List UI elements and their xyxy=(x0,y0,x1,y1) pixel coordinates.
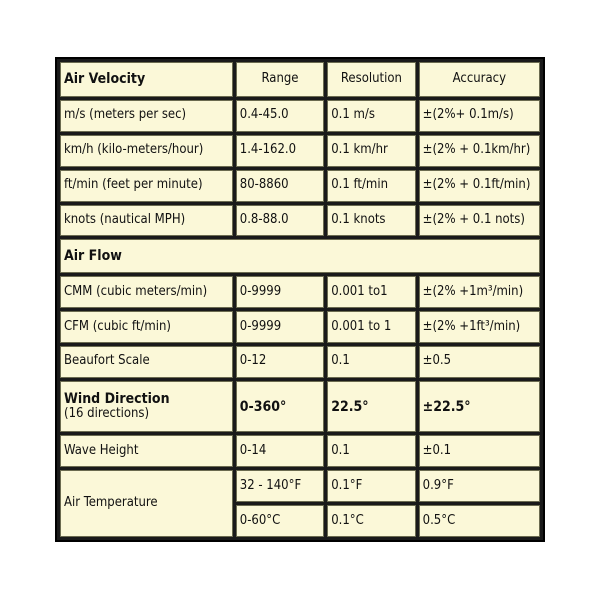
section-row-air-flow xyxy=(60,239,540,273)
table-row xyxy=(60,276,540,308)
accuracy-column-header: Accuracy xyxy=(419,62,540,97)
table-row xyxy=(60,135,540,167)
row-label: m/s (meters per sec) xyxy=(60,100,233,132)
air-velocity-heading: Air Velocity xyxy=(60,62,233,97)
accuracy-cell: 0.5°C xyxy=(419,505,540,537)
range-cell: 0-60°C xyxy=(236,505,324,537)
range-column-header: Range xyxy=(236,62,324,97)
range-cell: 0.8-88.0 xyxy=(236,205,324,237)
range-cell: 0-14 xyxy=(236,435,324,467)
accuracy-cell: ±(2% + 0.1ft/min) xyxy=(419,170,540,202)
accuracy-cell: ±(2% + 0.1 nots) xyxy=(419,205,540,237)
range-cell: 32 - 140°F xyxy=(236,470,324,502)
accuracy-cell: ±(2% +1ft³/min) xyxy=(419,311,540,343)
row-label: CMM (cubic meters/min) xyxy=(60,276,233,308)
table-row xyxy=(60,381,540,432)
wind-direction-sublabel: (16 directions) xyxy=(64,406,150,422)
accuracy-cell: ±22.5° xyxy=(419,381,540,432)
resolution-cell: 0.1 m/s xyxy=(327,100,415,132)
table-row xyxy=(60,435,540,467)
resolution-cell: 0.001 to 1 xyxy=(327,311,415,343)
header-row xyxy=(60,62,540,97)
row-label: knots (nautical MPH) xyxy=(60,205,233,237)
range-cell: 1.4-162.0 xyxy=(236,135,324,167)
accuracy-cell: ±(2% + 0.1km/hr) xyxy=(419,135,540,167)
resolution-cell: 0.1 xyxy=(327,346,415,378)
range-cell: 80-8860 xyxy=(236,170,324,202)
resolution-cell: 0.1 ft/min xyxy=(327,170,415,202)
row-label: Wave Height xyxy=(60,435,233,467)
row-label: Air Temperature xyxy=(60,470,233,537)
row-label: ft/min (feet per minute) xyxy=(60,170,233,202)
resolution-cell: 0.1 km/hr xyxy=(327,135,415,167)
range-cell: 0-360° xyxy=(236,381,324,432)
accuracy-cell: 0.9°F xyxy=(419,470,540,502)
table-row xyxy=(60,470,540,502)
range-cell: 0.4-45.0 xyxy=(236,100,324,132)
resolution-cell: 0.1°C xyxy=(327,505,415,537)
resolution-cell: 0.001 to1 xyxy=(327,276,415,308)
wind-direction-label: Wind Direction xyxy=(64,391,170,408)
row-label: Beaufort Scale xyxy=(60,346,233,378)
table-row xyxy=(60,311,540,343)
table-row xyxy=(60,346,540,378)
resolution-cell: 0.1 xyxy=(327,435,415,467)
table-row xyxy=(60,205,540,237)
range-cell: 0-9999 xyxy=(236,311,324,343)
row-label: km/h (kilo-meters/hour) xyxy=(60,135,233,167)
air-flow-heading: Air Flow xyxy=(60,239,540,273)
range-cell: 0-9999 xyxy=(236,276,324,308)
resolution-cell: 0.1°F xyxy=(327,470,415,502)
table-row xyxy=(60,170,540,202)
specifications-table xyxy=(57,59,543,540)
accuracy-cell: ±0.1 xyxy=(419,435,540,467)
accuracy-cell: ±(2% +1m³/min) xyxy=(419,276,540,308)
table-row xyxy=(60,100,540,132)
row-label xyxy=(60,381,233,432)
accuracy-cell: ±(2%+ 0.1m/s) xyxy=(419,100,540,132)
resolution-column-header: Resolution xyxy=(327,62,415,97)
accuracy-cell: ±0.5 xyxy=(419,346,540,378)
row-label: CFM (cubic ft/min) xyxy=(60,311,233,343)
range-cell: 0-12 xyxy=(236,346,324,378)
resolution-cell: 0.1 knots xyxy=(327,205,415,237)
resolution-cell: 22.5° xyxy=(327,381,415,432)
